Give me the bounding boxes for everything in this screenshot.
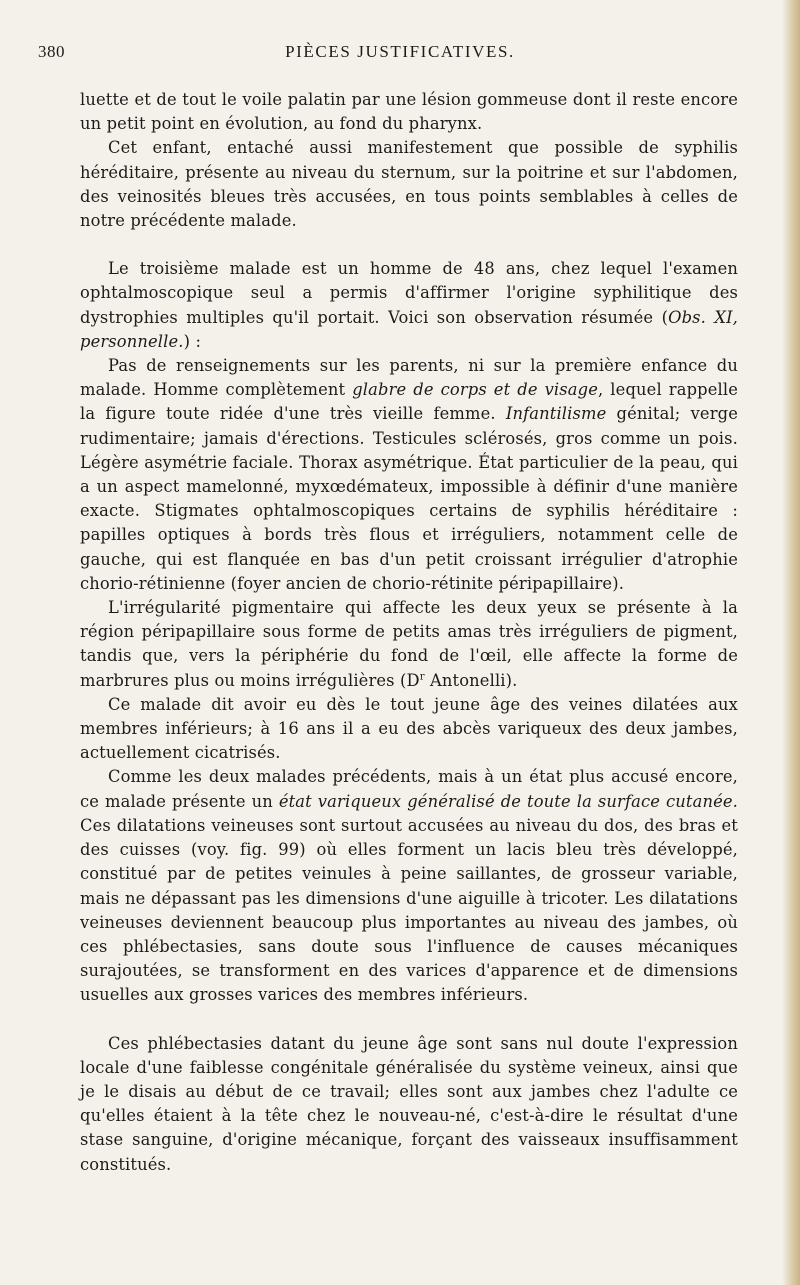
page-number: 380 xyxy=(38,42,65,61)
paragraph-6: Ce malade dit avoir eu dès le tout jeune âge des veines dilatées aux membres inférieurs; à 16 ans il a eu des abcès variqueux des deux jambes, actuellement cicatrisés. xyxy=(80,694,738,763)
paragraph-3: Le troisième malade est un homme de 48 ans, chez lequel l'examen ophtalmoscopique seul a permis d'affirmer l'origine syphilitique des dystrophies multiples qu'il portait. Voici son observation résumée (Obs. XI, personnelle.) : xyxy=(80,259,739,351)
paragraph-2: Cet enfant, entaché aussi manifestement que possible de syphilis héréditaire, présente au niveau du sternum, sur la poitrine et sur l'abdomen, des veinosités bleues très accusées, en tous points semblables à celles de notre précédente malade. xyxy=(80,138,738,231)
paragraph-8: Ces phlébectasies datant du jeune âge sont sans nul doute l'expression locale d'une faiblesse congénitale généralisée du système veineux, ainsi que je le disais au début de ce travail; elles sont aux jambes chez l'adulte ce qu'elles étaient à la tête chez le nouveau-né, c'est-à-dire le résultat d'une stase sanguine, d'origine mécanique, forçant des vaisseaux insuffisamment constitués. xyxy=(80,1033,738,1174)
paragraph-4: Pas de renseignements sur les parents, ni sur la première enfance du malade. Homme complètement glabre de corps et de visage, lequel rappelle la figure toute ridée d'une très vieille femme. Infantilisme génital; verge rudimentaire; jamais d'érections. Testicules sclérosés, gros comme un pois. Légère asymétrie faciale. Thorax asymétrique. État particulier de la peau, qui a un aspect mamelonné, myxœdémateux, impossible à définir d'une manière exacte. Stigmates ophtalmoscopiques certains de syphilis héréditaire : papilles optiques à bords très flous et irréguliers, notamment celle de gauche, qui est flanquée en bas d'un petit croissant irrégulier d'atrophie chorio-rétinienne (foyer ancien de chorio-rétinite péripapillaire). xyxy=(80,356,739,593)
page-edge-shadow xyxy=(782,0,800,1285)
body-text xyxy=(80,88,738,1177)
paragraph-1: luette et de tout le voile palatin par une lésion gommeuse dont il reste encore un petit point en évolution, au fond du pharynx. xyxy=(80,90,738,134)
paragraph-5: L'irrégularité pigmentaire qui affecte les deux yeux se présente à la région péripapillaire sous forme de petits amas très irréguliers de pigment, tandis que, vers la périphérie du fond de l'œil, elle affecte la forme de marbrures plus ou moins irrégulières ($D^r$ Antonelli). xyxy=(80,598,738,690)
page-header xyxy=(0,42,800,64)
paragraph-7: Comme les deux malades précédents, mais à un état plus accusé encore, ce malade présente un état variqueux généralisé de toute la surface cutanée. Ces dilatations veineuses sont surtout accusées au niveau du dos, des bras et des cuisses (voy. fig. 99) où elles forment un lacis bleu très développé, constitué par de petites veinules à peine saillantes, de grosseur variable, mais ne dépassant pas les dimensions d'une aiguille à tricoter. Les dilatations veineuses deviennent beaucoup plus importantes au niveau des jambes, où ces phlébectasies, sans doute sous l'influence de causes mécaniques surajoutées, se transforment en des varices d'apparence et de dimensions usuelles aux grosses varices des membres inférieurs. xyxy=(80,767,738,1005)
running-title: PIÈCES JUSTIFICATIVES. xyxy=(285,42,515,61)
